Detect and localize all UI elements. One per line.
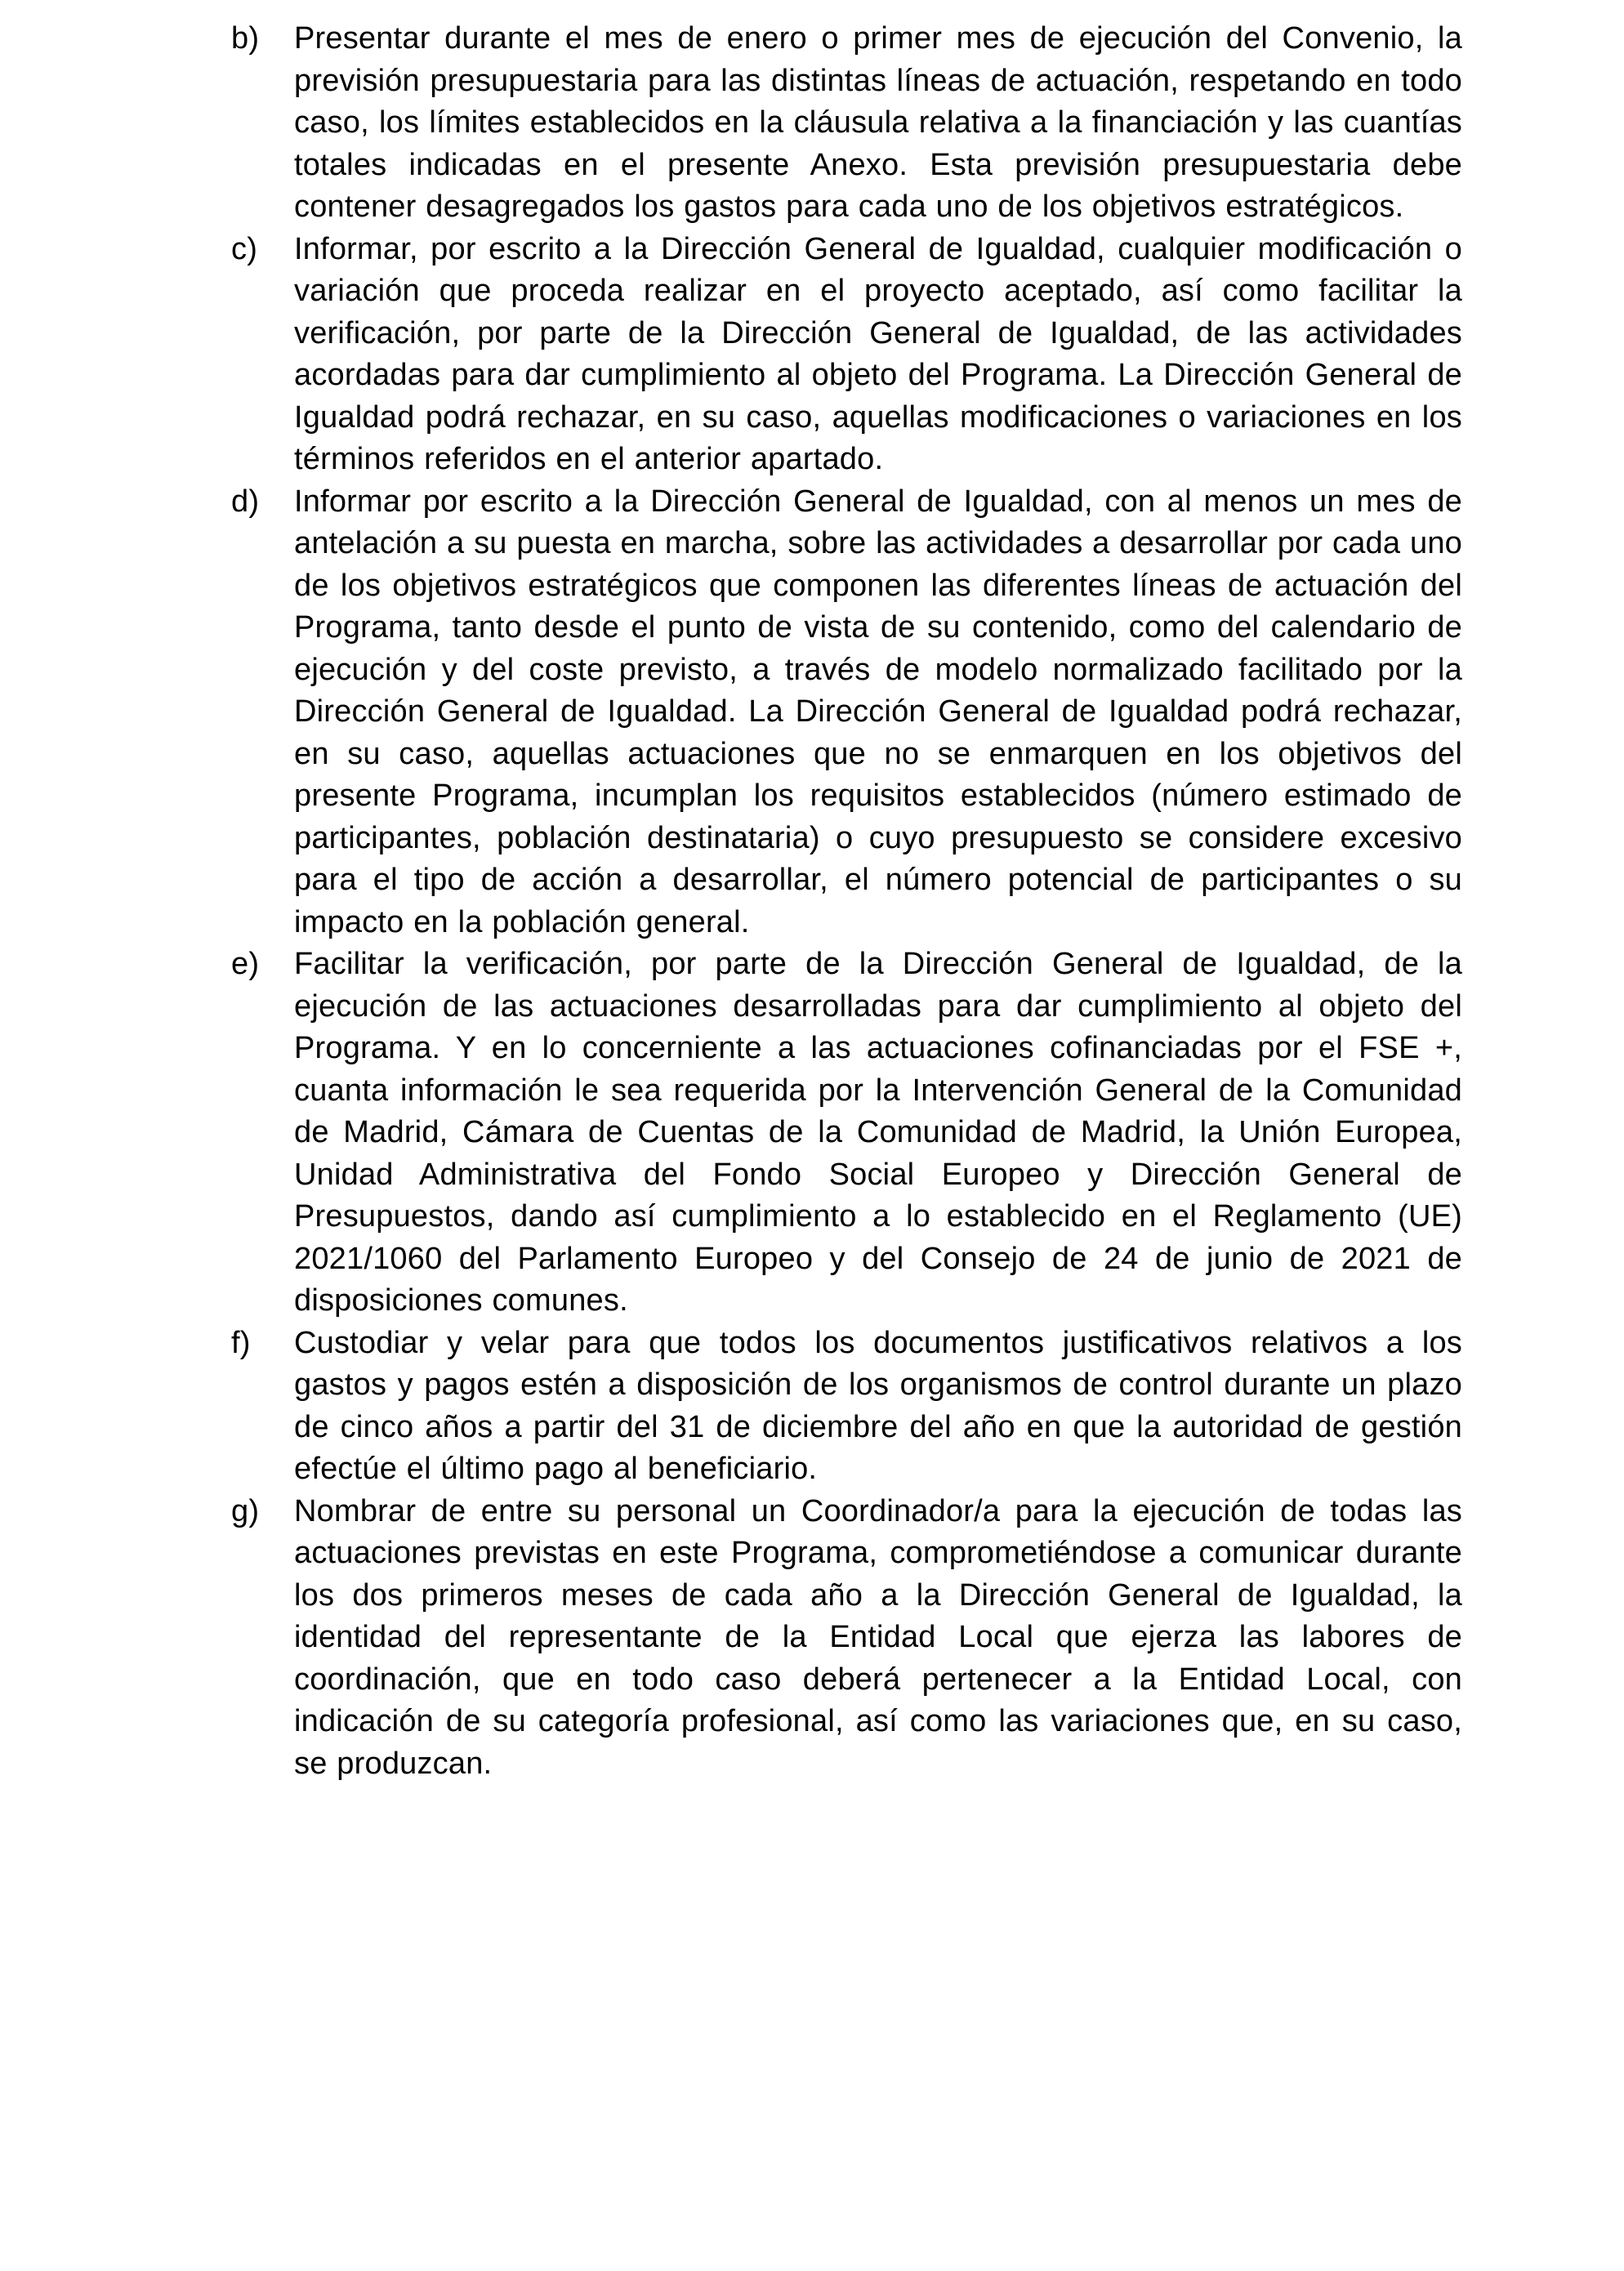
list-item-text: Nombrar de entre su personal un Coordinador/a para la ejecución de todas las actuaciones previstas en este Programa, comprometiéndose a comunicar durante los dos primeros meses de cada año a la Dirección General de Igualdad, la identidad del representante de la Entidad Local que ejerza las labores de coordinación, que en todo caso deberá pertenecer a la Entidad Local, con indicación de su categoría profesional, así como las variaciones que, en su caso, se produzcan.	[294, 1493, 1462, 1781]
list-item-marker: d)	[231, 484, 260, 519]
list-item-text: Custodiar y velar para que todos los documentos justificativos relativos a los gastos y pagos estén a disposición de los organismos de control durante un plazo de cinco años a partir del 31 de diciembre del año en que la autoridad de gestión efectúe el último pago al beneficiario.	[294, 1325, 1462, 1486]
list-item	[231, 229, 1462, 481]
list-item-text: Presentar durante el mes de enero o primer mes de ejecución del Convenio, la previsión presupuestaria para las distintas líneas de actuación, respetando en todo caso, los límites establecidos en la cláusula relativa a la financiación y las cuantías totales indicadas en el presente Anexo. Esta previsión presupuestaria debe contener desagregados los gastos para cada uno de los objetivos estratégicos.	[294, 21, 1462, 224]
list-item-marker: f)	[231, 1325, 251, 1360]
list-item	[231, 1491, 1462, 1786]
lettered-list	[231, 18, 1462, 1785]
list-item-marker: c)	[231, 231, 258, 266]
list-item-text: Facilitar la verificación, por parte de la Dirección General de Igualdad, de la ejecución de las actuaciones desarrolladas para dar cumplimiento al objeto del Programa. Y en lo concerniente a las actuaciones cofinanciadas por el FSE +, cuanta información le sea requerida por la Intervención General de la Comunidad de Madrid, Cámara de Cuentas de la Comunidad de Madrid, la Unión Europea, Unidad Administrativa del Fondo Social Europeo y Dirección General de Presupuestos, dando así cumplimiento a lo establecido en el Reglamento (UE) 2021/1060 del Parlamento Europeo y del Consejo de 24 de junio de 2021 de disposiciones comunes.	[294, 947, 1462, 1318]
list-item	[231, 1323, 1462, 1491]
list-item-marker: b)	[231, 21, 260, 56]
list-item	[231, 944, 1462, 1323]
list-item	[231, 481, 1462, 944]
list-item-marker: g)	[231, 1493, 260, 1528]
list-item	[231, 18, 1462, 229]
list-item-text: Informar, por escrito a la Dirección General de Igualdad, cualquier modificación o variación que proceda realizar en el proyecto aceptado, así como facilitar la verificación, por parte de la Dirección General de Igualdad, de las actividades acordadas para dar cumplimiento al objeto del Programa. La Dirección General de Igualdad podrá rechazar, en su caso, aquellas modificaciones o variaciones en los términos referidos en el anterior apartado.	[294, 231, 1462, 476]
list-item-text: Informar por escrito a la Dirección General de Igualdad, con al menos un mes de antelación a su puesta en marcha, sobre las actividades a desarrollar por cada uno de los objetivos estratégicos que componen las diferentes líneas de actuación del Programa, tanto desde el punto de vista de su contenido, como del calendario de ejecución y del coste previsto, a través de modelo normalizado facilitado por la Dirección General de Igualdad. La Dirección General de Igualdad podrá rechazar, en su caso, aquellas actuaciones que no se enmarquen en los objetivos del presente Programa, incumplan los requisitos establecidos (número estimado de participantes, población destinataria) o cuyo presupuesto se considere excesivo para el tipo de acción a desarrollar, el número potencial de participantes o su impacto en la población general.	[294, 484, 1462, 939]
list-item-marker: e)	[231, 947, 260, 981]
